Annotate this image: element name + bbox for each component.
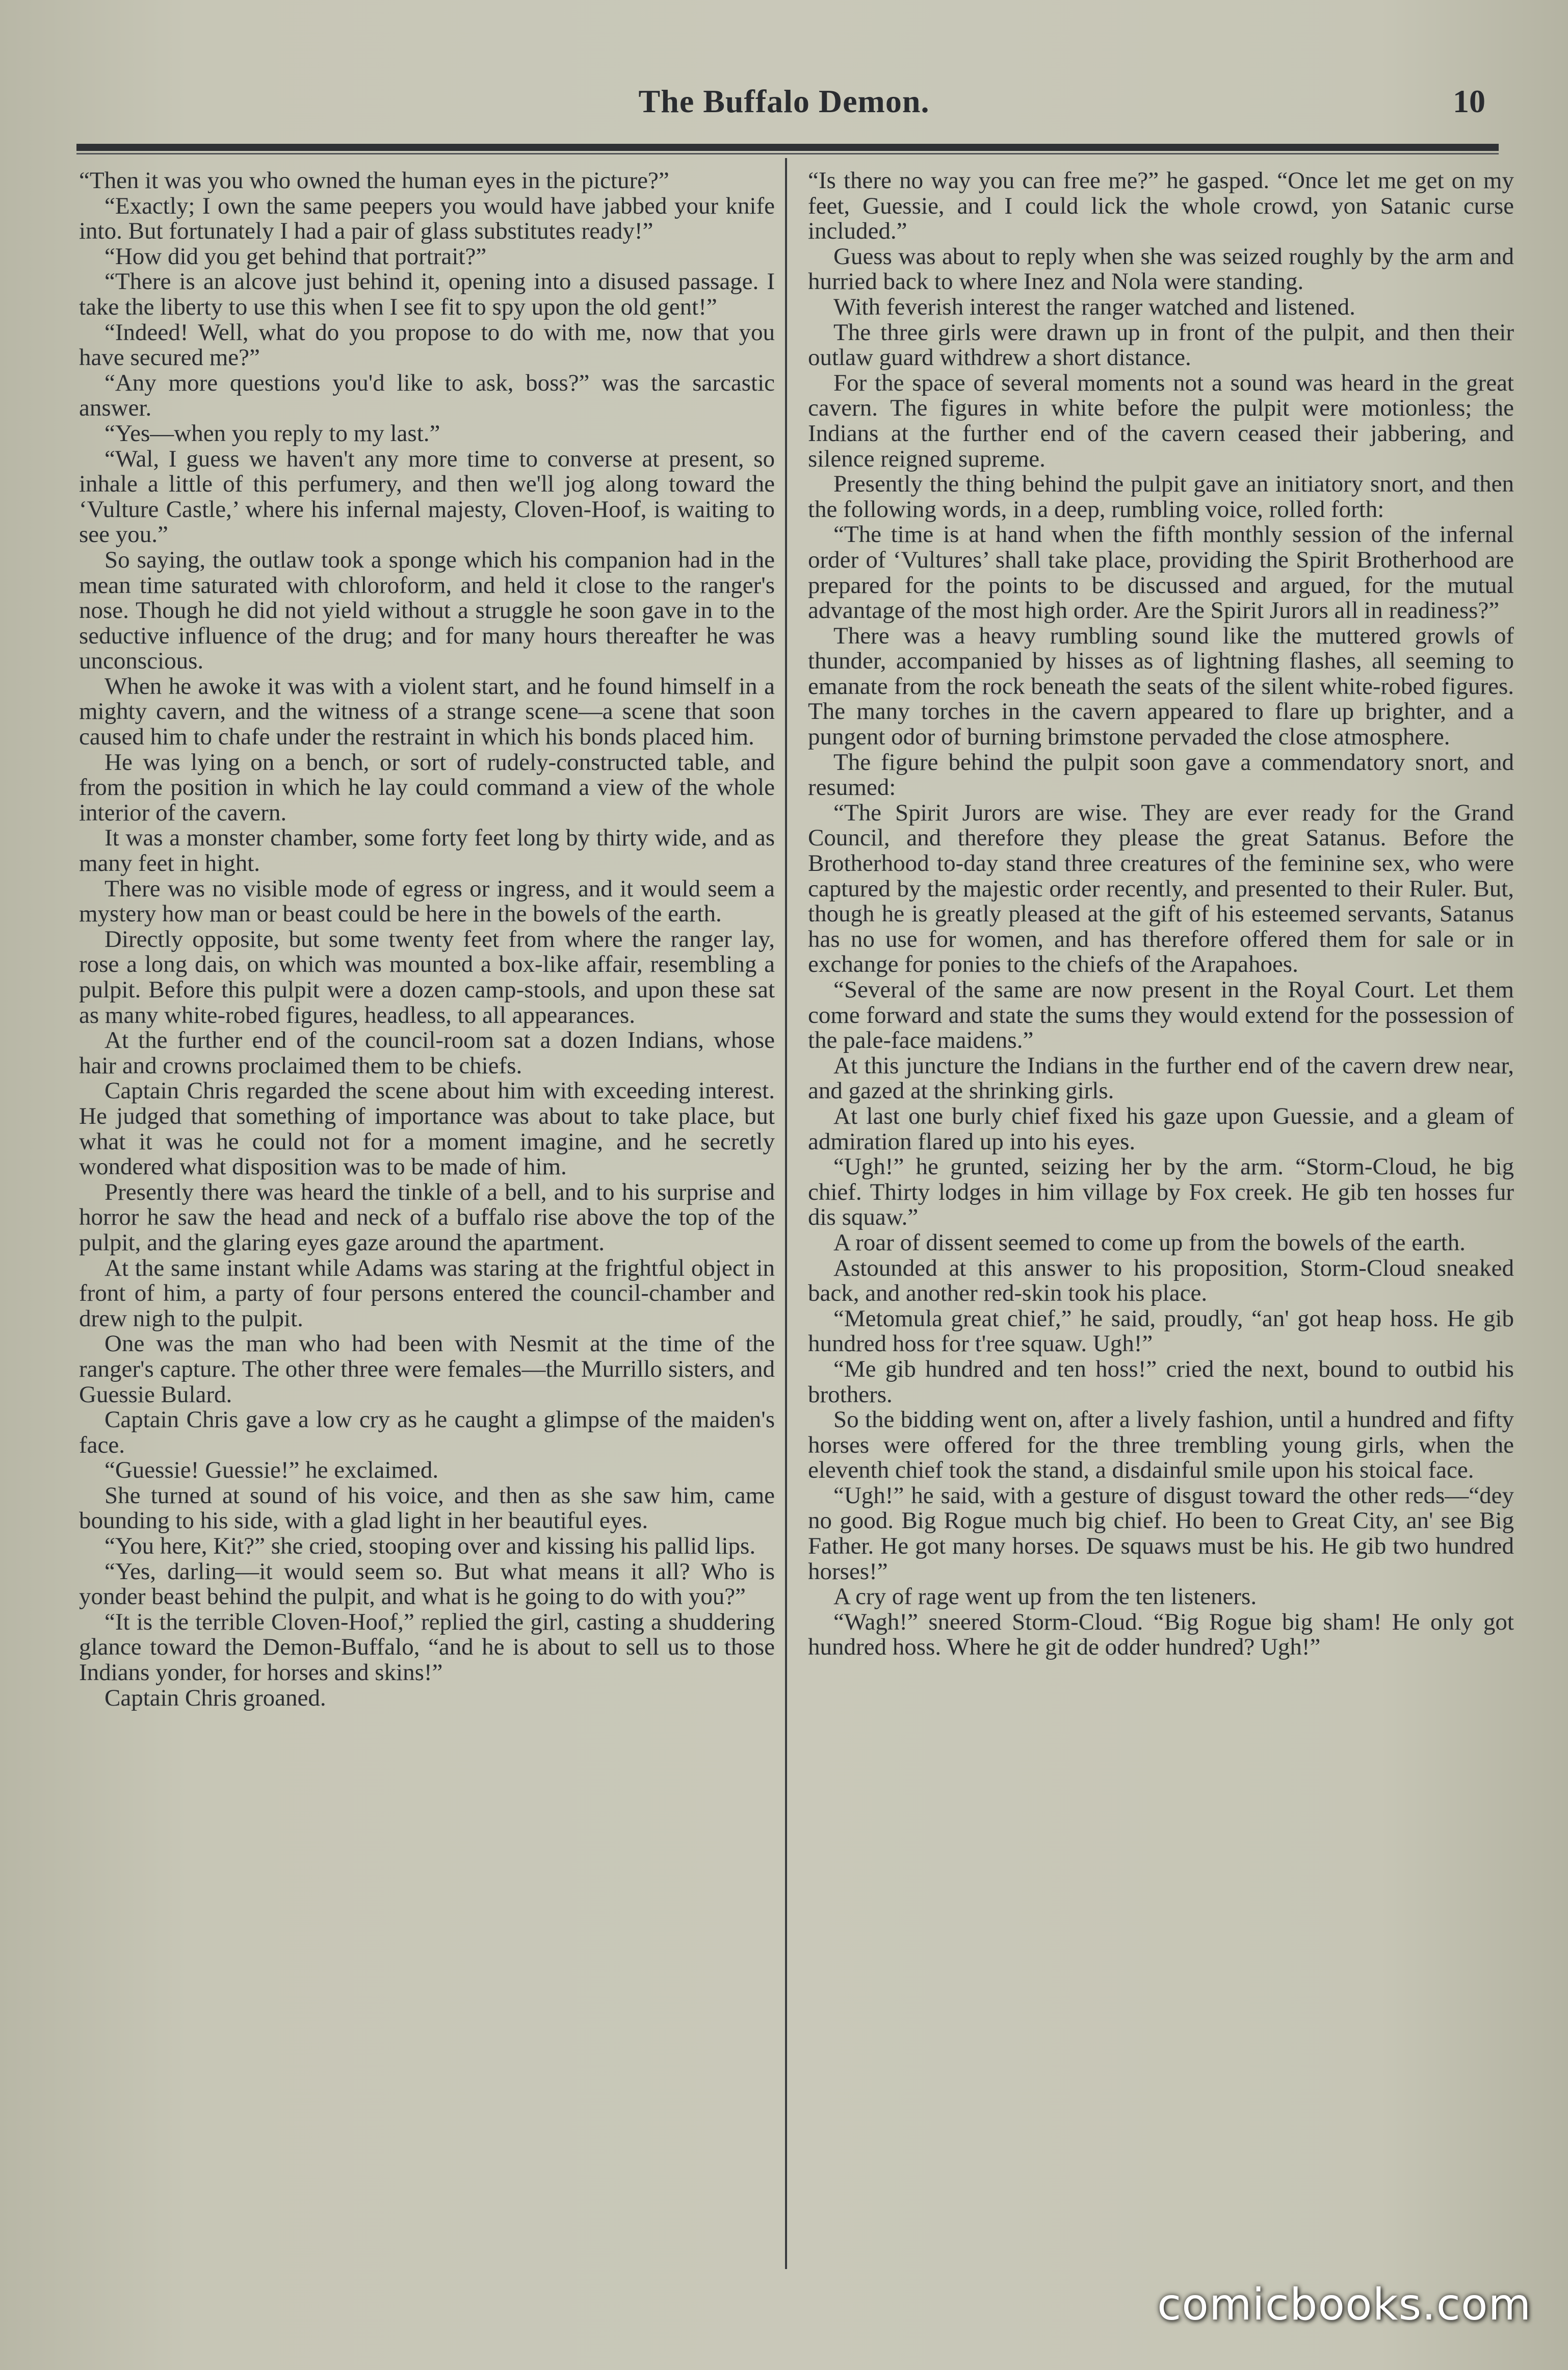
paragraph: So the bidding went on, after a lively fashion, until a hundred and fifty horses were offered for the three trembling young girls, when the eleventh chief took the stand, a disdainful smile upon his stoical face. <box>808 1406 1514 1484</box>
paragraph: “Any more questions you'd like to ask, boss?” was the sarcastic answer. <box>79 369 775 422</box>
paragraph: “Yes, darling—it would seem so. But what means it all? Who is yonder beast behind the pulpit, and what is he going to do with you?” <box>79 1558 775 1610</box>
paragraph: With feverish interest the ranger watched and listened. <box>833 293 1355 320</box>
paragraph: At the same instant while Adams was staring at the frightful object in front of him, a party of four persons entered the council-chamber and drew nigh to the pulpit. <box>79 1254 775 1332</box>
running-head-title: The Buffalo Demon. <box>638 83 930 119</box>
paragraph: So saying, the outlaw took a sponge which his companion had in the mean time saturated with chloroform, and held it close to the ranger's nose. Though he did not yield without a struggle he soon gave in to the seductive influence of the drug; and for many hours thereafter he was unconscious. <box>79 546 775 675</box>
column-divider <box>785 158 787 2269</box>
paragraph: Captain Chris gave a low cry as he caught a glimpse of the maiden's face. <box>79 1406 775 1458</box>
paragraph: A roar of dissent seemed to come up from the bowels of the earth. <box>833 1229 1466 1256</box>
paragraph: “Yes—when you reply to my last.” <box>104 420 440 447</box>
paragraph: It was a monster chamber, some forty feet long by thirty wide, and as many feet in hight. <box>79 825 775 877</box>
paragraph: He was lying on a bench, or sort of rudely-constructed table, and from the position in which he lay could command a view of the whole interior of the cavern. <box>79 749 775 826</box>
paragraph: At last one burly chief fixed his gaze upon Guessie, and a gleam of admiration flared up into his eyes. <box>808 1102 1514 1155</box>
header-rule <box>76 144 1499 151</box>
header-rule-thin <box>76 153 1499 154</box>
paragraph: The figure behind the pulpit soon gave a commendatory snort, and resumed: <box>808 749 1514 801</box>
paragraph: One was the man who had been with Nesmit at the time of the ranger's capture. The other three were females—the Murrillo sisters, and Guessie Bulard. <box>79 1330 775 1408</box>
paragraph: Directly opposite, but some twenty feet from where the ranger lay, rose a long dais, on which was mounted a box-like affair, resembling a pulpit. Before this pulpit were a dozen camp-stools, and upon these sat as many white-robed figures, headless, to all appearances. <box>79 925 775 1028</box>
paragraph: “Exactly; I own the same peepers you would have jabbed your knife into. But fortunately I had a pair of glass substitutes ready!” <box>79 192 775 245</box>
paragraph: “You here, Kit?” she cried, stooping over and kissing his pallid lips. <box>104 1533 756 1560</box>
paragraph: There was a heavy rumbling sound like the muttered growls of thunder, accompanied by hisses as of lightning flashes, all seeming to emanate from the rock beneath the seats of the silent white-robed figures. The many torches in the cavern appeared to flare up brighter, and a pungent odor of burning brimstone pervaded the close atmosphere. <box>808 622 1514 751</box>
paragraph: When he awoke it was with a violent start, and he found himself in a mighty cavern, and the witness of a strange scene—a scene that soon caused him to chafe under the restraint in which his bonds placed him. <box>79 673 775 751</box>
paragraph: “Guessie! Guessie!” he exclaimed. <box>104 1457 439 1484</box>
paragraph: “Ugh!” he said, with a gesture of disgust toward the other reds—“dey no good. Big Rogue much big chief. Ho been to Great City, an' see Big Father. He got many horses. De squaws must be his. He gib two hundred horses!” <box>808 1482 1514 1585</box>
paragraph: “Wagh!” sneered Storm-Cloud. “Big Rogue big sham! He only got hundred hoss. Where he git de odder hundred? Ugh!” <box>808 1608 1514 1661</box>
paragraph: Captain Chris regarded the scene about him with exceeding interest. He judged that something of importance was about to take place, but what it was he could not for a moment imagine, and he secretly wondered what disposition was to be made of him. <box>79 1077 775 1180</box>
paragraph: At this juncture the Indians in the further end of the cavern drew near, and gazed at the shrinking girls. <box>808 1052 1514 1104</box>
paragraph: Captain Chris groaned. <box>104 1684 326 1711</box>
paragraph: “Is there no way you can free me?” he gasped. “Once let me get on my feet, Guessie, and I could lick the whole crowd, yon Satanic curse included.” <box>808 168 1514 245</box>
page-number: 10 <box>1453 83 1485 119</box>
paragraph: “It is the terrible Cloven-Hoof,” replied the girl, casting a shuddering glance toward the Demon-Buffalo, “and he is about to sell us to those Indians yonder, for horses and skins!” <box>79 1608 775 1686</box>
paragraph: For the space of several moments not a sound was heard in the great cavern. The figures in white before the pulpit were motionless; the Indians at the further end of the cavern ceased their jabbering, and silence reigned supreme. <box>808 369 1514 472</box>
right-column <box>808 168 1514 2274</box>
paragraph: Astounded at this answer to his proposition, Storm-Cloud sneaked back, and another red-skin took his place. <box>808 1254 1514 1307</box>
watermark: comicbooks.com <box>1157 2279 1532 2330</box>
paragraph: “How did you get behind that portrait?” <box>104 243 487 270</box>
paragraph: “Indeed! Well, what do you propose to do with me, now that you have secured me?” <box>79 319 775 371</box>
paragraph: The three girls were drawn up in front of the pulpit, and then their outlaw guard withdrew a short distance. <box>808 319 1514 371</box>
paragraph: At the further end of the council-room sat a dozen Indians, whose hair and crowns proclaimed them to be chiefs. <box>79 1027 775 1079</box>
paragraph: Guess was about to reply when she was seized roughly by the arm and hurried back to where Inez and Nola were standing. <box>808 243 1514 295</box>
paragraph: “Then it was you who owned the human eyes in the picture?” <box>79 168 669 194</box>
paragraph: Presently there was heard the tinkle of a bell, and to his surprise and horror he saw the head and neck of a buffalo rise above the top of the pulpit, and the glaring eyes gaze around the apartment. <box>79 1178 775 1256</box>
paragraph: “The Spirit Jurors are wise. They are ever ready for the Grand Council, and therefore they please the great Satanus. Before the Brotherhood to-day stand three creatures of the feminine sex, who were captured by the majestic order recently, and presented to their Ruler. But, though he is greatly pleased at the gift of his esteemed servants, Satanus has no use for women, and has therefore offered them for sale or in exchange for ponies to the chiefs of the Arapahoes. <box>808 799 1514 978</box>
paragraph: “Several of the same are now present in the Royal Court. Let them come forward and state the sums they would extend for the possession of the pale-face maidens.” <box>808 976 1514 1054</box>
left-column <box>79 168 775 2274</box>
paragraph: “Wal, I guess we haven't any more time to converse at present, so inhale a little of this perfumery, and then we'll jog along toward the ‘Vulture Castle,’ where his infernal majesty, Cloven-Hoof, is waiting to see you.” <box>79 445 775 548</box>
paragraph: There was no visible mode of egress or ingress, and it would seem a mystery how man or beast could be here in the bowels of the earth. <box>79 875 775 928</box>
paragraph: “Ugh!” he grunted, seizing her by the arm. “Storm-Cloud, he big chief. Thirty lodges in him village by Fox creek. He gib ten hosses fur dis squaw.” <box>808 1153 1514 1231</box>
paragraph: She turned at sound of his voice, and then as she saw him, came bounding to his side, with a glad light in her beautiful eyes. <box>79 1482 775 1534</box>
paragraph: “Metomula great chief,” he said, proudly, “an' got heap hoss. He gib hundred hoss for t'ree squaw. Ugh!” <box>808 1305 1514 1357</box>
paragraph: “The time is at hand when the fifth monthly session of the infernal order of ‘Vultures’ shall take place, providing the Spirit Brotherhood are prepared for the points to be discussed and argued, for the mutual advantage of the most high order. Are the Spirit Jurors all in readiness?” <box>808 521 1514 624</box>
paragraph: Presently the thing behind the pulpit gave an initiatory snort, and then the following words, in a deep, rumbling voice, rolled forth: <box>808 471 1514 523</box>
paragraph: “Me gib hundred and ten hoss!” cried the next, bound to outbid his brothers. <box>808 1355 1514 1408</box>
paragraph: A cry of rage went up from the ten listeners. <box>833 1583 1257 1610</box>
paragraph: “There is an alcove just behind it, opening into a disused passage. I take the liberty to use this when I see fit to spy upon the old gent!” <box>79 268 775 320</box>
